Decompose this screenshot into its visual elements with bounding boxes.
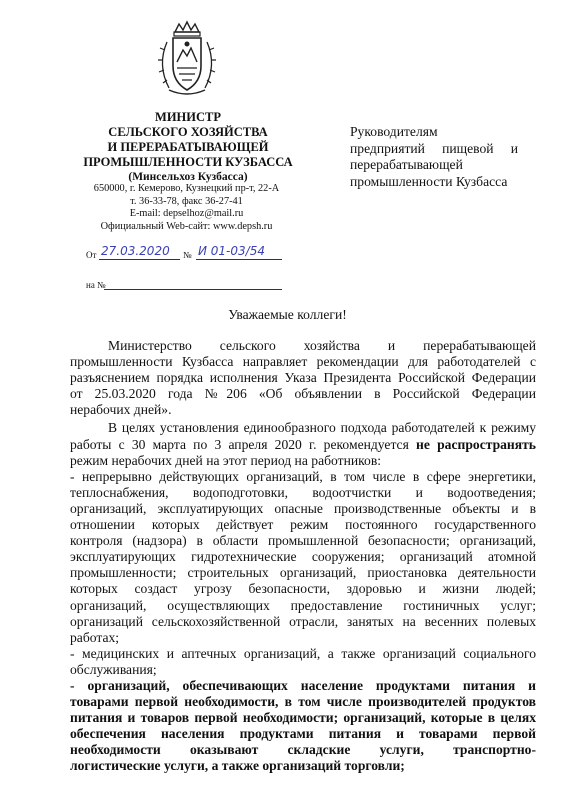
list-line-bold: обеспечения населения продуктами питания и товарами первой: [70, 726, 536, 742]
phone: т. 36-33-78, факс 36-27-41: [130, 195, 243, 207]
addressee-line: промышленности Кузбасса: [350, 173, 508, 189]
list-line-bold: необходимости оказывают складские услуги, транспортно-: [70, 742, 536, 758]
list-line: работах;: [70, 629, 120, 645]
body-line: режим нерабочих дней на этот период на работников:: [70, 452, 382, 468]
kuzbass-coat-of-arms-icon: [155, 20, 219, 98]
ministry-abbreviation: (Минсельхоз Кузбасса): [128, 171, 248, 183]
list-line-bold: логистические услуги, а также организаций торговли;: [70, 758, 405, 774]
body-line: нерабочих дней».: [70, 402, 172, 418]
number-value: И 01-03/54: [198, 244, 265, 258]
list-line: - непрерывно действующих организаций, в том числе в сфере энергетики,: [70, 468, 536, 484]
email: E-mail: depselhoz@mail.ru: [129, 208, 244, 219]
list-line: отношении которых действует режим постоянного государственного: [70, 517, 536, 533]
date-value: 27.03.2020: [101, 244, 170, 258]
addressee-block: [350, 124, 518, 190]
bold-phrase: не распространять: [416, 436, 536, 452]
date-underline: [99, 259, 180, 260]
body-line: работы с 30 марта по 3 апреля 2020 г. рекомендуется не распространять: [70, 436, 536, 452]
date-label: От: [86, 250, 97, 260]
list-line: организаций, эксплуатирующих опасные производственные объекты и в: [70, 500, 536, 516]
addressee-line: Руководителям: [350, 124, 438, 139]
list-line: организаций сельскохозяйственной отрасли, занятых на весенних полевых: [70, 613, 536, 629]
body-line: от 25.03.2020 года №206 «Об объявлении в Российской Федерации: [70, 386, 536, 402]
list-line: промышленности; строительных организаций, приостановка деятельности: [70, 565, 536, 581]
number-underline: [196, 259, 282, 260]
list-line: контроля (надзора) в области промышленной безопасности; организаций,: [70, 533, 536, 549]
website: Официальный Web-сайт: www.depsh.ru: [100, 220, 273, 232]
list-line: эксплуатирующих гидротехнические сооружения; организаций атомной: [70, 549, 536, 565]
contact-block: [84, 183, 289, 233]
list-line-bold: - организаций, обеспечивающих население продуктами питания и: [70, 677, 536, 693]
addressee-line: перерабатывающей: [350, 157, 463, 172]
ministry-line: СЕЛЬСКОГО ХОЗЯЙСТВА: [108, 125, 268, 139]
list-line: теплоснабжения, водоподготовки, водоотчистки и водоотведения;: [70, 484, 536, 500]
ministry-line: МИНИСТР: [155, 110, 221, 124]
list-line: обслуживания;: [70, 661, 157, 677]
addressee-line: предприятий пищевой и: [350, 140, 518, 156]
ministry-line: И ПЕРЕРАБАТЫВАЮЩЕЙ: [107, 140, 269, 154]
body-line: разъяснением порядка исполнения Указа Президента Российской Федерации: [70, 370, 536, 386]
list-line-bold: товарами первой необходимости, в том числе производителей продуктов: [70, 694, 536, 710]
ministry-line: ПРОМЫШЛЕННОСТИ КУЗБАССА: [83, 155, 293, 169]
letter-body: [70, 338, 536, 775]
ministry-header: [70, 110, 306, 185]
body-line: промышленности Кузбасса направляет рекомендации для работодателей с: [70, 354, 536, 370]
body-line: Министерство сельского хозяйства и перерабатывающей: [108, 338, 536, 353]
address: 650000, г. Кемерово, Кузнецкий пр-т, 22-А: [93, 183, 280, 194]
greeting: Уважаемые коллеги!: [228, 307, 347, 322]
list-line: организаций, осуществляющих предоставление гостиничных услуг;: [70, 597, 536, 613]
body-line: В целях установления единообразного подхода работодателей к режиму: [108, 420, 536, 436]
reply-underline: [104, 289, 282, 290]
list-line: которых создаст угрозу безопасности, здоровью и жизни людей;: [70, 581, 536, 597]
reply-label: на №: [86, 280, 106, 290]
list-line-bold: питания и товаров первой необходимости; организаций, которые в целях: [70, 710, 536, 726]
number-label: №: [183, 250, 192, 260]
list-line: - медицинских и аптечных организаций, а также организаций социального: [70, 645, 536, 661]
